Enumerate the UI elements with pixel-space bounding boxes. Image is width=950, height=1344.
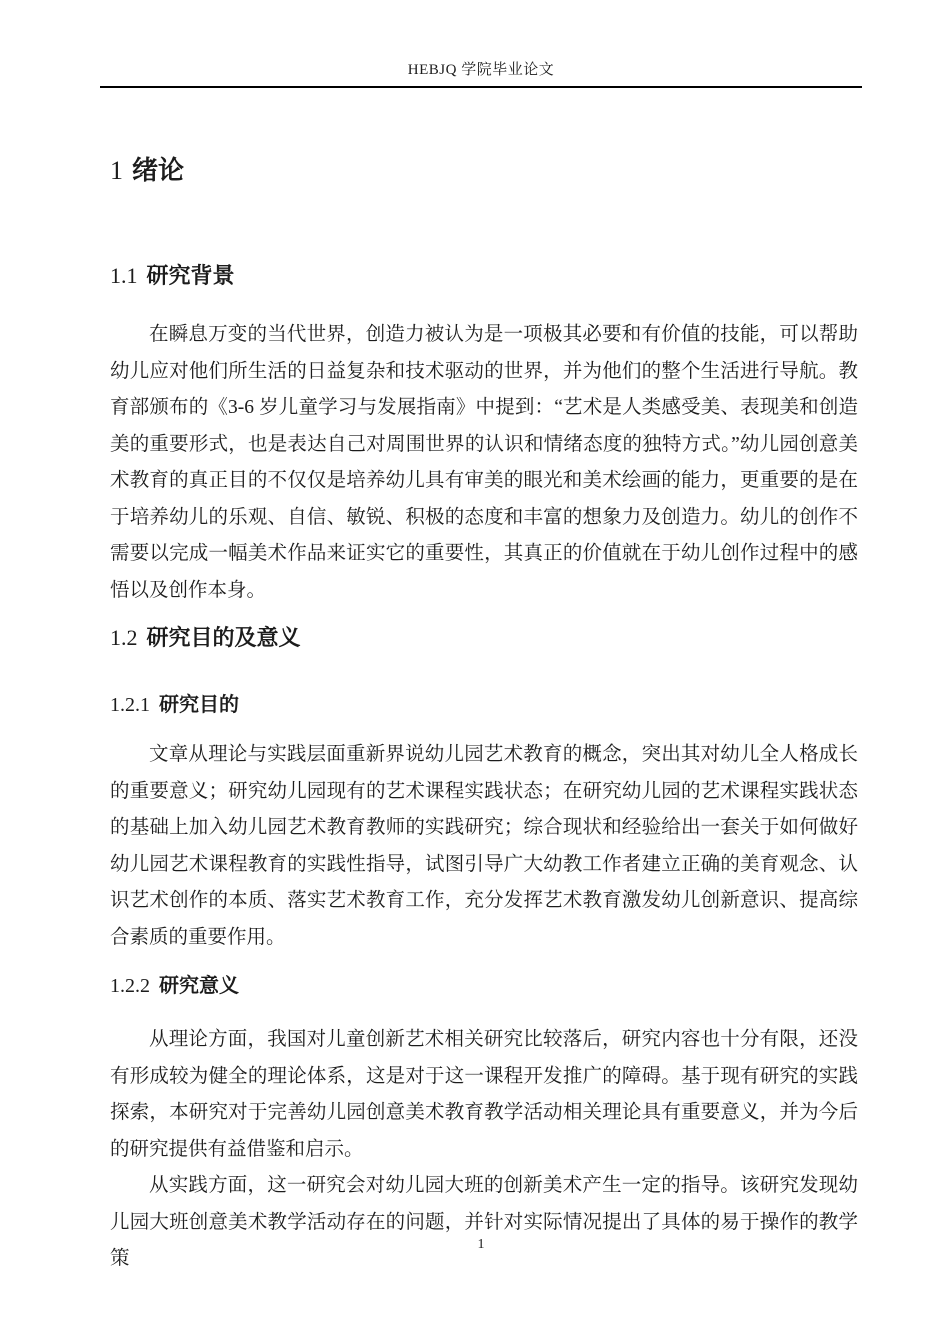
section-heading-1-1 xyxy=(110,261,858,291)
subsection-1-2-2-title: 研究意义 xyxy=(159,975,239,997)
chapter-number: 1 xyxy=(110,156,123,185)
paragraph-research-background: 在瞬息万变的当代世界，创造力被认为是一项极其必要和有价值的技能，可以帮助幼儿应对他们所生活的日益复杂和技术驱动的世界，并为他们的整个生活进行导航。教育部颁布的《3-6 岁儿童学习与发展指南》中提到：“艺术是人类感受美、表现美和创造美的重要形式，也是表达自己对周围世界的认识和情绪态度的独特方式。”幼儿园创意美术教育的真正目的不仅仅是培养幼儿具有审美的眼光和美术绘画的能力，更重要的是在于培养幼儿的乐观、自信、敏锐、积极的态度和丰富的想象力及创造力。幼儿的创作不需要以完成一幅美术作品来证实它的重要性，其真正的价值就在于幼儿创作过程中的感悟以及创作本身。 xyxy=(110,324,858,601)
section-1-2-number: 1.2 xyxy=(110,625,138,650)
document-body xyxy=(110,0,858,1278)
header-title: HEBJQ 学院毕业论文 xyxy=(407,62,555,78)
page-number: 1 xyxy=(477,1237,485,1252)
section-1-1-title: 研究背景 xyxy=(146,263,235,288)
subsection-1-2-1-number: 1.2.1 xyxy=(110,694,150,716)
page-footer xyxy=(100,1236,862,1254)
chapter-title: 绪论 xyxy=(132,155,185,185)
section-1-1-number: 1.1 xyxy=(110,263,138,288)
paragraph-significance-theory: 从理论方面，我国对儿童创新艺术相关研究比较落后，研究内容也十分有限，还没有形成较为健全的理论体系，这是对于这一课程开发推广的障碍。基于现有研究的实践探索，本研究对于完善幼儿园创意美术教育教学活动相关理论具有重要意义，并为今后的研究提供有益借鉴和启示。 xyxy=(110,1029,858,1160)
subsection-heading-1-2-2 xyxy=(110,972,858,1000)
subsection-1-2-1-title: 研究目的 xyxy=(159,694,239,716)
subsection-1-2-2-number: 1.2.2 xyxy=(110,975,150,997)
paragraph-research-purpose: 文章从理论与实践层面重新界说幼儿园艺术教育的概念，突出其对幼儿全人格成长的重要意义；研究幼儿园现有的艺术课程实践状态；在研究幼儿园的艺术课程实践状态的基础上加入幼儿园艺术教育教师的实践研究；综合现状和经验给出一套关于如何做好幼儿园艺术课程教育的实践性指导，试图引导广大幼教工作者建立正确的美育观念、认识艺术创作的本质、落实艺术教育工作，充分发挥艺术教育激发幼儿创新意识、提高综合素质的重要作用。 xyxy=(110,744,858,948)
paragraph-significance-practice: 从实践方面，这一研究会对幼儿园大班的创新美术产生一定的指导。该研究发现幼儿园大班创意美术教学活动存在的问题，并针对实际情况提出了具体的易于操作的教学策 xyxy=(110,1175,858,1269)
subsection-heading-1-2-1 xyxy=(110,691,858,719)
chapter-heading xyxy=(110,152,858,189)
section-1-2-title: 研究目的及意义 xyxy=(146,625,301,650)
section-heading-1-2 xyxy=(110,623,858,653)
